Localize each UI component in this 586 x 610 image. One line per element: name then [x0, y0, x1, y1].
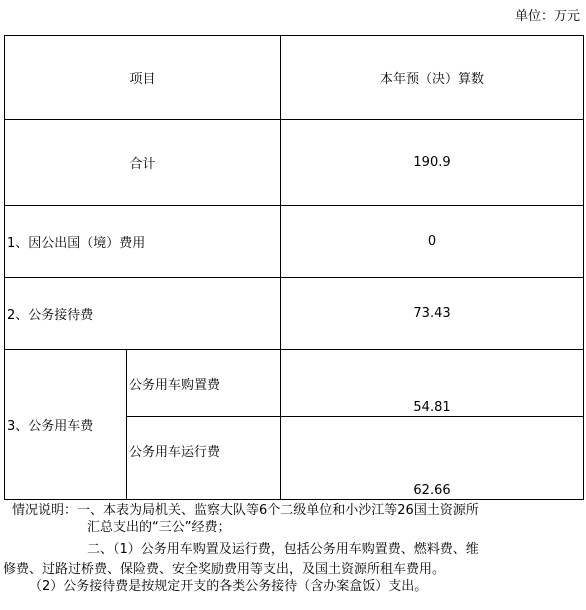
- note-line-2: 汇总支出的“三公”经费；: [87, 520, 231, 535]
- vehicle-purchase-value: 54.81: [281, 350, 584, 417]
- three-public-expenses-table: [4, 35, 584, 500]
- table-row-total: [5, 120, 584, 206]
- note-line-4: 修费、过路过桥费、保险费、安全奖励费用等支出，及国土资源所租车费用。: [3, 562, 446, 577]
- overseas-label: 1、因公出国（境）费用: [5, 206, 281, 278]
- note-line-1: 情况说明：一、本表为局机关、监察大队等6个二级单位和小沙江等26国土资源所: [12, 503, 479, 518]
- vehicle-label: 3、公务用车费: [5, 350, 127, 500]
- note-line-5: （2）公务接待费是按规定开支的各类公务接待（含办案盒饭）支出。: [29, 579, 428, 594]
- header-item: 项目: [5, 36, 281, 120]
- table-row-reception: [5, 278, 584, 350]
- table-row-vehicle-purchase: [5, 350, 584, 417]
- vehicle-operation-label: 公务用车运行费: [127, 417, 281, 500]
- reception-label: 2、公务接待费: [5, 278, 281, 350]
- reception-value: 73.43: [281, 278, 584, 350]
- vehicle-operation-value: 62.66: [281, 417, 584, 500]
- overseas-value: 0: [281, 206, 584, 278]
- vehicle-purchase-label: 公务用车购置费: [127, 350, 281, 417]
- total-value: 190.9: [281, 120, 584, 206]
- unit-label: 单位：万元: [514, 9, 580, 24]
- explanation-notes: [0, 502, 586, 595]
- total-label: 合计: [5, 120, 281, 206]
- note-line-3: 二、（1）公务用车购置及运行费，包括公务用车购置费、燃料费、维: [87, 542, 479, 557]
- table-row-overseas: [5, 206, 584, 278]
- header-budget: 本年预（决）算数: [281, 36, 584, 120]
- table-header-row: [5, 36, 584, 120]
